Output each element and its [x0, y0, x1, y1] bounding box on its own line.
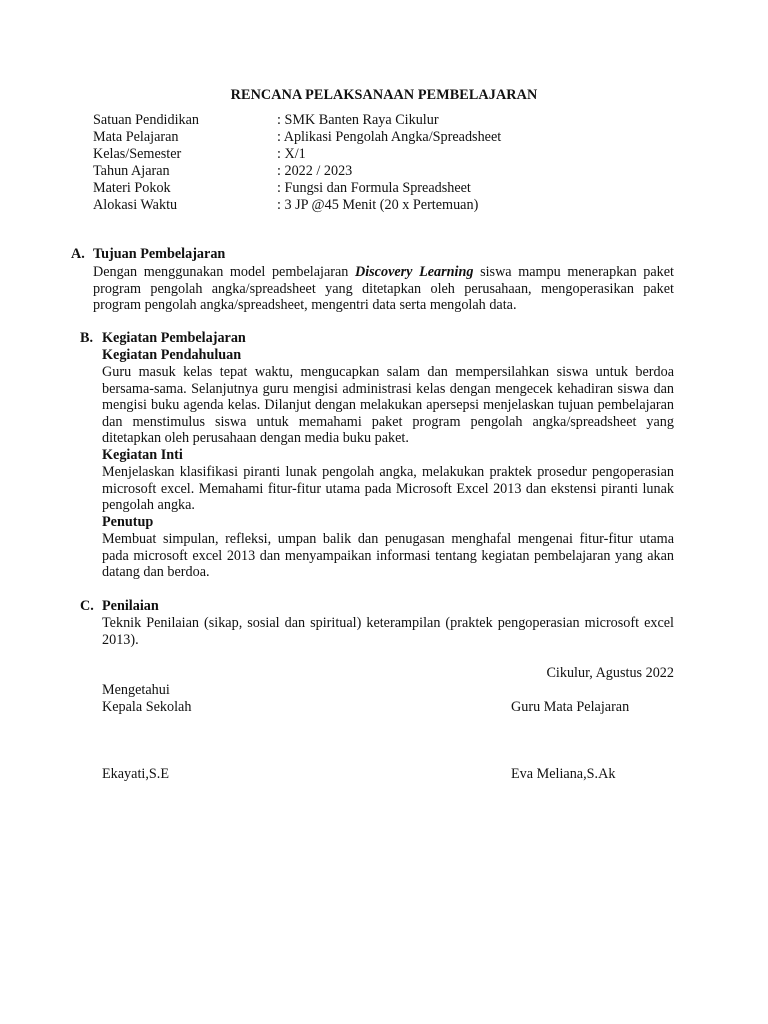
- info-label: Materi Pokok: [93, 180, 171, 196]
- section-c-letter: C.: [80, 598, 94, 614]
- pendahuluan-heading: Kegiatan Pendahuluan: [102, 347, 242, 363]
- section-a-letter: A.: [71, 246, 85, 262]
- info-row: [93, 146, 501, 163]
- info-row: [93, 163, 501, 180]
- info-value: : 2022 / 2023: [277, 163, 353, 179]
- info-value: : Fungsi dan Formula Spreadsheet: [277, 180, 471, 196]
- section-a-title: Tujuan Pembelajaran: [93, 246, 226, 262]
- identity-table: [93, 112, 501, 214]
- section-a-heading: [71, 246, 225, 263]
- info-value: : X/1: [277, 146, 306, 162]
- inti-paragraph: Menjelaskan klasifikasi piranti lunak pengolah angka, melakukan praktek prosedur pengoperasian microsoft excel. Memahami fitur-fitur utama pada Microsoft Excel 2013 dan ekstensi piranti lunak pengolah angka.: [102, 464, 674, 514]
- info-label: Satuan Pendidikan: [93, 112, 199, 128]
- info-label: Kelas/Semester: [93, 146, 182, 162]
- info-label: Tahun Ajaran: [93, 163, 170, 179]
- info-value: : SMK Banten Raya Cikulur: [277, 112, 439, 128]
- info-row: [93, 180, 501, 197]
- section-c-title: Penilaian: [102, 598, 159, 614]
- section-c-heading: [80, 598, 159, 615]
- document-title: RENCANA PELAKSANAAN PEMBELAJARAN: [230, 87, 538, 103]
- section-a-paragraph: [93, 264, 674, 314]
- section-a-text-after: siswa mampu menerapkan paket program pengolah angka/spreadsheet yang ditetapkan oleh perusahaan, mengoperasikan paket program pengolah angka/spreadsheet, mengentri data serta mengolah data.: [93, 264, 674, 314]
- acknowledge-label: Mengetahui: [102, 682, 170, 698]
- headmaster-name: Ekayati,S.E: [102, 766, 169, 782]
- place-date: Cikulur, Agustus 2022: [546, 665, 674, 681]
- info-label: Mata Pelajaran: [93, 129, 179, 145]
- section-b-title: Kegiatan Pembelajaran: [102, 330, 246, 346]
- penutup-paragraph: Membuat simpulan, refleksi, umpan balik dan penugasan menghafal mengenai fitur-fitur utama pada microsoft excel 2013 dan menyampaikan informasi tentang kegiatan pembelajaran yang akan datang dan berdoa.: [102, 531, 674, 581]
- section-a-text-before: Dengan menggunakan model pembelajaran: [93, 264, 355, 280]
- pendahuluan-paragraph: Guru masuk kelas tepat waktu, mengucapkan salam dan mempersilahkan siswa untuk berdoa bersama-sama. Selanjutnya guru mengisi administrasi kelas dengan mengecek kehadiran siswa dan mengisi buku agenda kelas. Dilanjut dengan melakukan apersepsi menjelaskan tujuan pembelajaran dan menstimulus siswa untuk memahami paket program pengolah angka/spreadsheet yang ditetapkan oleh perusahaan dengan media buku paket.: [102, 364, 674, 447]
- penilaian-paragraph: Teknik Penilaian (sikap, sosial dan spiritual) keterampilan (praktek pengoperasian microsoft excel 2013).: [102, 615, 674, 648]
- info-row: [93, 129, 501, 146]
- info-value: : Aplikasi Pengolah Angka/Spreadsheet: [277, 129, 502, 145]
- teacher-role: Guru Mata Pelajaran: [511, 699, 630, 715]
- section-b-heading: [80, 330, 246, 347]
- teacher-name: Eva Meliana,S.Ak: [511, 766, 616, 782]
- headmaster-role: Kepala Sekolah: [102, 699, 192, 715]
- info-label: Alokasi Waktu: [93, 197, 178, 213]
- section-b-letter: B.: [80, 330, 94, 346]
- section-a-emphasis: Discovery Learning: [354, 264, 474, 280]
- info-value: : 3 JP @45 Menit (20 x Pertemuan): [277, 197, 479, 213]
- info-row: [93, 112, 501, 129]
- penutup-heading: Penutup: [102, 514, 154, 530]
- inti-heading: Kegiatan Inti: [102, 447, 183, 463]
- info-row: [93, 197, 501, 214]
